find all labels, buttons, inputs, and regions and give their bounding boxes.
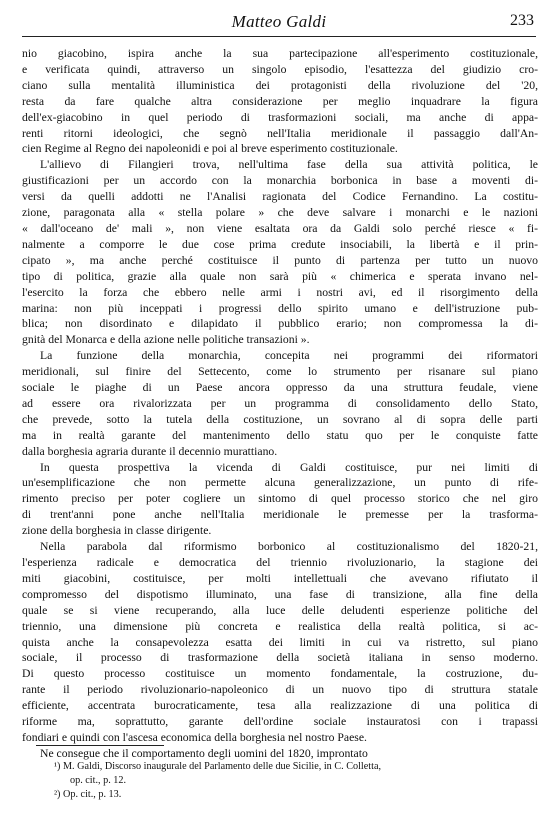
text-line: L'allievo di Filangieri trova, nell'ultima fase della sua attività politica, le bbox=[40, 158, 538, 172]
text-line: marina: non più inceppati i progressi dello spirito umano e dell'istruzione pub- bbox=[22, 301, 538, 315]
text-line: miti giacobini, costituisce, per molti intellettuali che avevano rifiutato il bbox=[22, 571, 538, 585]
text-line: La funzione della monarchia, concepita nei programmi dei riformatori bbox=[40, 349, 538, 363]
text-line: e verificata quindi, attraverso un singolo episodio, l'esattezza del giudizio cro- bbox=[22, 62, 538, 76]
text-line: riforme ma, soprattutto, garante dell'ordine sociale instauratosi con i trapassi bbox=[22, 715, 538, 729]
text-line: gnità del Monarca e della azione nelle politiche transazioni ». bbox=[22, 333, 310, 347]
footnote-1-text: M. Galdi, Discorso inaugurale del Parlamento delle due Sicilie, in C. Colletta, bbox=[63, 761, 382, 772]
footnote-1 bbox=[22, 760, 538, 774]
text-line: dell'ex-giacobino in quel periodo di trasformazioni sociali, ma anche di appa- bbox=[22, 110, 538, 124]
text-line: nio giacobino, ispira anche la sua partecipazione all'esperimento costituzionale, bbox=[22, 47, 538, 60]
text-line: compromesso del dispotismo illuminato, una fase di transizione, alla fine della bbox=[22, 587, 538, 601]
text-line: ciano sulla mentalità illuministica dei protagonisti della rivoluzione del '20, bbox=[22, 78, 538, 92]
text-line: un'esemplificazione che non permette alcuna generalizzazione, un punto di rife- bbox=[22, 476, 538, 490]
footnote-2 bbox=[22, 788, 538, 802]
footnote-separator bbox=[36, 745, 164, 746]
text-line: In questa prospettiva la vicenda di Galdi costituisce, pur nei limiti di bbox=[40, 460, 538, 474]
text-line: sociale le piaghe di un Paese ancora oppresso da una struttura feudale, viene bbox=[22, 381, 538, 395]
text-line: ad essere ora rivalorizzata per un programma di consolidamento dello Stato, bbox=[22, 396, 538, 410]
text-line: dalla borghesia agraria durante il decennio murattiano. bbox=[22, 444, 278, 458]
text-line: Ne consegue che il comportamento degli uomini del 1820, improntato bbox=[40, 746, 368, 760]
text-line: efficiente, accentrata burocraticamente, tesa alla realizzazione di una politica di bbox=[22, 699, 538, 713]
text-line: quista anche la consapevolezza esatta dei limiti in cui va ristretto, sul piano bbox=[22, 635, 538, 649]
text-line: di trent'anni pone anche nell'Italia meridionale le premesse per la trasforma- bbox=[22, 508, 538, 522]
text-line: meridionali, sul finire del Settecento, come lo strumento per risanare sul piano bbox=[22, 365, 538, 379]
text-line: zione della borghesia in classe dirigente. bbox=[22, 524, 212, 538]
text-line: quale se si viene recuperando, alla luce delle deludenti esperienze politiche del bbox=[22, 603, 538, 617]
footnotes bbox=[22, 745, 538, 802]
text-line: cien Regime al Regno dei napoleonidi e poi al breve esperimento costituzionale. bbox=[22, 142, 398, 156]
text-line: zione, paragonata alla « stella polare » che deve salvare i monarchi e le nazioni bbox=[22, 206, 538, 220]
text-line: fondiari e quindi con l'ascesa economica della borghesia nel nostro Paese. bbox=[22, 730, 367, 744]
text-line: l'esercito la forza che ebbero nelle armi i nostri avi, ed il risorgimento della bbox=[22, 285, 538, 299]
text-line: nalmente a comporre le due cose prima credute insociabili, la libertà e il prin- bbox=[22, 237, 538, 251]
text-line: renti ritorni ideologici, che segnò nell'Italia meridionale il passaggio dall'An- bbox=[22, 126, 538, 140]
text-line: giustificazioni per un accordo con la monarchia borbonica in base a moventi di- bbox=[22, 174, 538, 188]
text-line: sociale, il processo di trasformazione della società italiana in senso moderno. bbox=[22, 651, 538, 665]
footnote-1-continuation: op. cit., p. 12. bbox=[70, 775, 127, 786]
text-line: versi da quelli addotti ne l'Analisi ragionata del Codice Fernandino. La costitu- bbox=[22, 190, 538, 204]
text-line: rimento preciso per poter cogliere un sintomo di quel processo storico che nel giro bbox=[22, 492, 538, 506]
running-header bbox=[22, 10, 536, 38]
text-line: tipo di politica, grazie alla quale non sarà più « chimerica e sperata invano nel- bbox=[22, 269, 538, 283]
page-number: 233 bbox=[510, 12, 534, 29]
text-line: ma in realtà garante del mantenimento dello statu quo per le conquiste fatte bbox=[22, 428, 538, 442]
footnote-1-marker: ¹) bbox=[54, 761, 61, 772]
text-line: « dall'oceano de' mali », non viene esaltata ora da Galdi solo perché riesce « fi- bbox=[22, 221, 538, 235]
text-line: blica; non disordinato e dilapidato il pubblico erario; non compromessa la di- bbox=[22, 317, 538, 331]
text-line: resta da fare qualche altra considerazione per meglio inquadrare la figura bbox=[22, 94, 538, 108]
text-line: triennio, una dimensione più concreta e realistica della realtà politica, si ac- bbox=[22, 619, 538, 633]
text-line: Di questo processo costituisce un momento fondamentale, la costruzione, du- bbox=[22, 667, 538, 681]
text-line: che prevede, sotto la tutela della costituzione, un sovrano al di sopra delle parti bbox=[22, 412, 538, 426]
text-line: cipato », ma anche perché costituisce il punto di partenza per tutto un nuovo bbox=[22, 253, 538, 267]
text-line: rante il periodo rivoluzionario-napoleonico di un nuovo tipo di struttura statale bbox=[22, 683, 538, 697]
body-text bbox=[22, 46, 538, 762]
text-line: l'esperienza radicale e democratica del triennio rivoluzionario, la stagione dei bbox=[22, 556, 538, 569]
header-author-title: Matteo Galdi bbox=[231, 12, 327, 31]
footnote-2-text: Op. cit., p. 13. bbox=[63, 789, 122, 800]
text-line: Nella parabola dal riformismo borbonico al costituzionalismo del 1820-21, bbox=[40, 540, 538, 554]
footnote-2-marker: ²) bbox=[54, 789, 61, 800]
header-rule bbox=[22, 36, 536, 37]
